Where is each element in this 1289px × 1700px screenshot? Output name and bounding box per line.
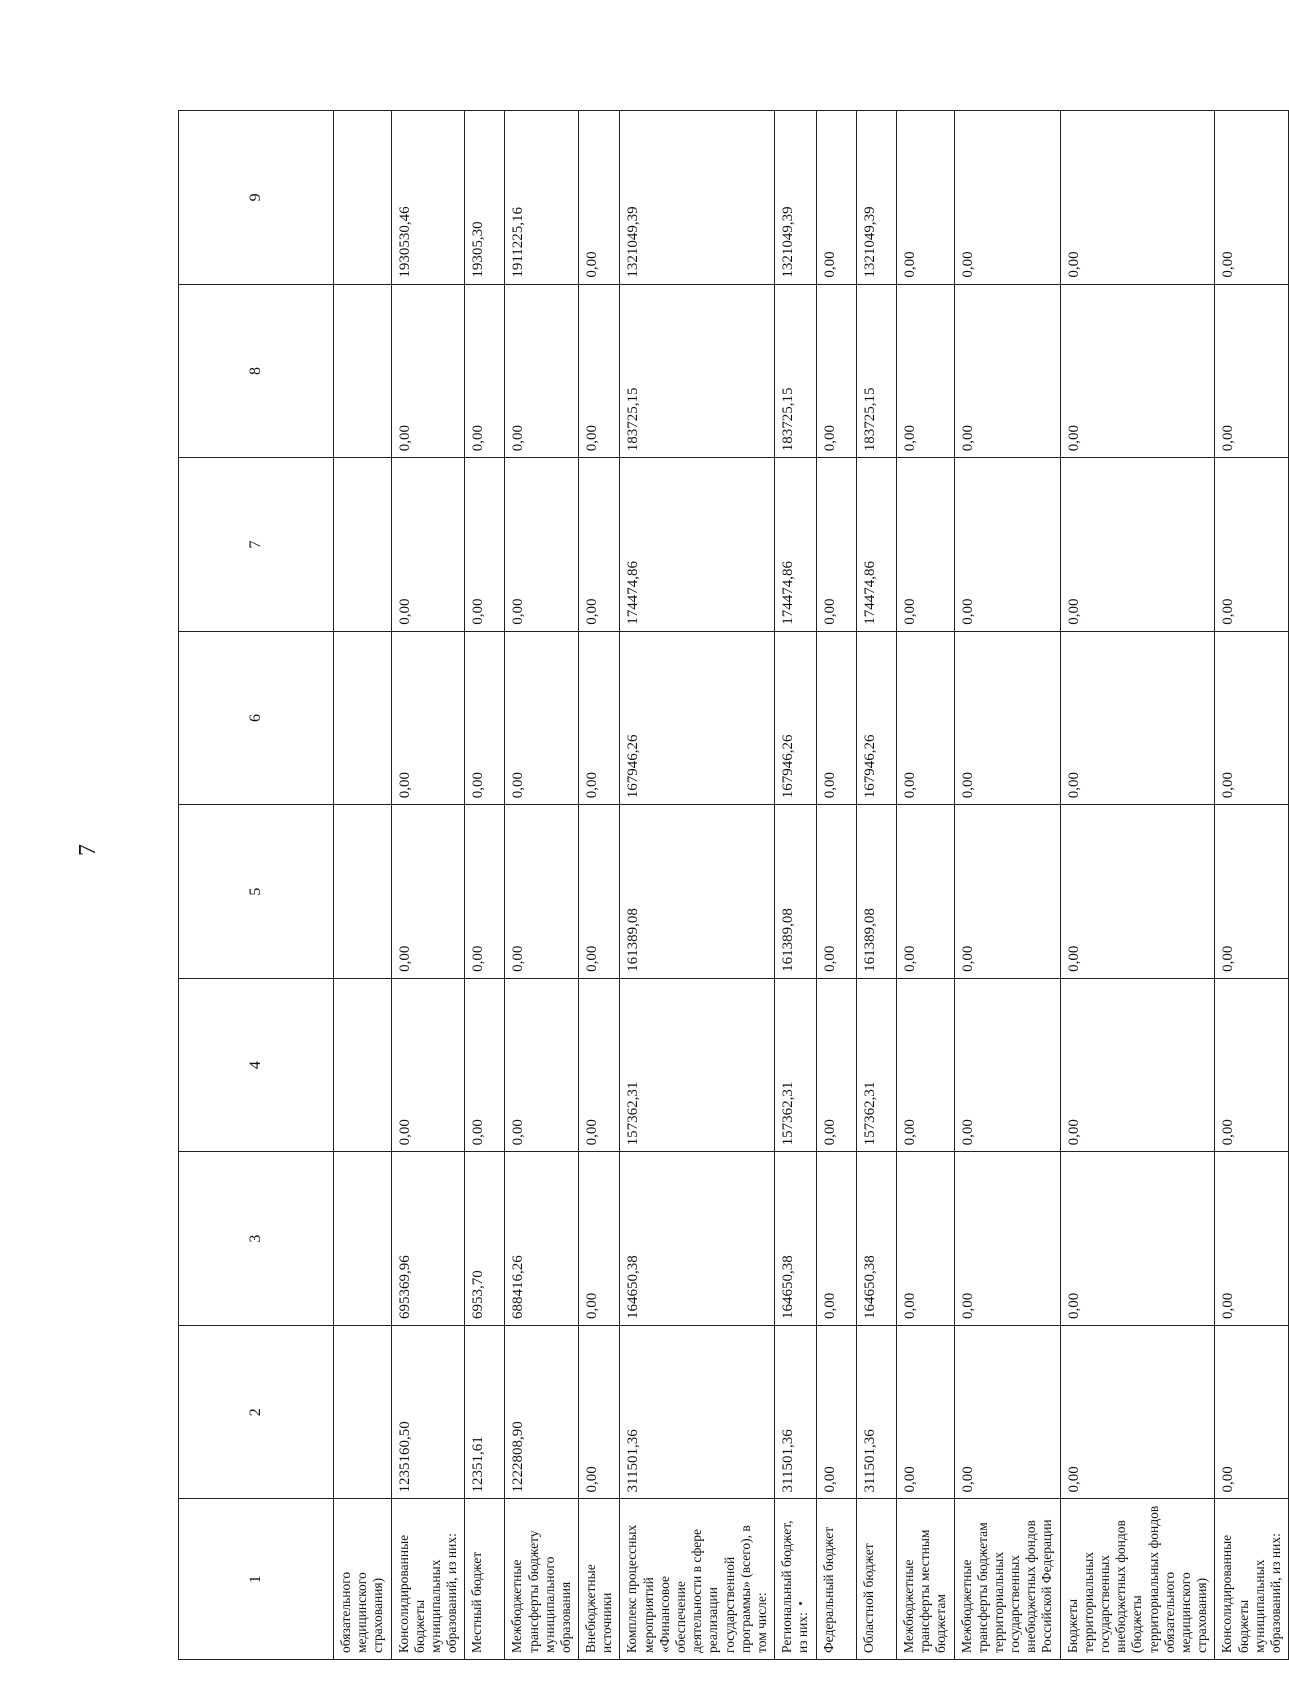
table-cell — [334, 978, 392, 1152]
table-row — [816, 111, 856, 1660]
table-cell: 0,00 — [896, 631, 954, 805]
table-cell: 0,00 — [465, 284, 505, 458]
table-cell: 0,00 — [896, 1325, 954, 1499]
table-cell: 0,00 — [465, 631, 505, 805]
table-cell: 0,00 — [1215, 805, 1289, 979]
table-cell: 0,00 — [896, 284, 954, 458]
table-cell: 167946,26 — [856, 631, 896, 805]
page-number: 7 — [75, 844, 101, 856]
table-cell: 0,00 — [816, 458, 856, 632]
table-cell: 0,00 — [1215, 1325, 1289, 1499]
column-header-6: 6 — [179, 631, 334, 805]
column-header-4: 4 — [179, 978, 334, 1152]
table-body — [334, 111, 1289, 1660]
table-cell — [334, 631, 392, 805]
table-cell: 1930530,46 — [391, 111, 465, 285]
budget-table-rotated — [178, 110, 1283, 1660]
table-cell: 688416,26 — [505, 1152, 579, 1326]
table-cell: 0,00 — [1215, 631, 1289, 805]
table-cell: 0,00 — [1215, 458, 1289, 632]
table-cell: 0,00 — [954, 631, 1060, 805]
table-cell: 0,00 — [391, 805, 465, 979]
table-cell: 1235160,50 — [391, 1325, 465, 1499]
row-label: Федеральный бюджет — [816, 1499, 856, 1660]
table-cell: 0,00 — [954, 1325, 1060, 1499]
table-cell: 161389,08 — [620, 805, 775, 979]
table-row — [334, 111, 392, 1660]
table-cell: 0,00 — [505, 458, 579, 632]
table-cell: 19305,30 — [465, 111, 505, 285]
table-cell: 0,00 — [954, 284, 1060, 458]
table-cell: 0,00 — [505, 284, 579, 458]
column-header-9: 9 — [179, 111, 334, 285]
table-cell: 12351,61 — [465, 1325, 505, 1499]
table-cell: 0,00 — [1215, 284, 1289, 458]
row-label: Межбюджетные трансферты бюджетам территориальных государственных внебюджетных фондов Российской Федерации — [954, 1499, 1060, 1660]
table-cell: 0,00 — [579, 458, 620, 632]
table-cell: 0,00 — [896, 1152, 954, 1326]
table-cell: 0,00 — [505, 978, 579, 1152]
table-row — [775, 111, 816, 1660]
table-cell: 0,00 — [391, 631, 465, 805]
table-cell: 0,00 — [896, 458, 954, 632]
table-cell: 0,00 — [1215, 978, 1289, 1152]
table-cell — [334, 805, 392, 979]
table-row — [856, 111, 896, 1660]
table-cell: 161389,08 — [775, 805, 816, 979]
table-cell: 157362,31 — [856, 978, 896, 1152]
column-header-7: 7 — [179, 458, 334, 632]
table-cell: 0,00 — [954, 1152, 1060, 1326]
table-cell: 0,00 — [816, 631, 856, 805]
table-cell: 183725,15 — [620, 284, 775, 458]
table-cell: 0,00 — [465, 978, 505, 1152]
table-row — [620, 111, 775, 1660]
table-cell — [334, 1152, 392, 1326]
table-cell: 164650,38 — [620, 1152, 775, 1326]
table-cell: 0,00 — [816, 1152, 856, 1326]
table-cell: 0,00 — [579, 978, 620, 1152]
table-cell: 0,00 — [579, 111, 620, 285]
table-cell: 0,00 — [816, 284, 856, 458]
table-cell: 157362,31 — [775, 978, 816, 1152]
table-cell: 0,00 — [816, 111, 856, 285]
table-cell: 0,00 — [1060, 1325, 1215, 1499]
table-cell: 0,00 — [391, 978, 465, 1152]
table-cell: 0,00 — [1060, 458, 1215, 632]
table-cell: 0,00 — [1215, 111, 1289, 285]
table-cell: 0,00 — [1060, 111, 1215, 285]
table-cell: 0,00 — [465, 805, 505, 979]
table-cell: 0,00 — [1060, 978, 1215, 1152]
header-row — [179, 111, 334, 1660]
table-cell — [334, 458, 392, 632]
table-cell: 1321049,39 — [775, 111, 816, 285]
table-cell: 311501,36 — [775, 1325, 816, 1499]
table-cell: 0,00 — [579, 1152, 620, 1326]
table-cell: 6953,70 — [465, 1152, 505, 1326]
table-row — [954, 111, 1060, 1660]
table-cell: 0,00 — [579, 805, 620, 979]
table-cell: 0,00 — [465, 458, 505, 632]
row-label: обязательного медицинского страхования) — [334, 1499, 392, 1660]
table-cell: 183725,15 — [856, 284, 896, 458]
table-cell — [334, 111, 392, 285]
table-cell: 1321049,39 — [856, 111, 896, 285]
table-cell: 167946,26 — [775, 631, 816, 805]
table-cell: 164650,38 — [856, 1152, 896, 1326]
table-cell: 0,00 — [1060, 805, 1215, 979]
column-header-5: 5 — [179, 805, 334, 979]
table-cell: 0,00 — [505, 631, 579, 805]
table-cell: 161389,08 — [856, 805, 896, 979]
table-row — [579, 111, 620, 1660]
table-cell: 0,00 — [579, 631, 620, 805]
row-label: Местный бюджет — [465, 1499, 505, 1660]
table-cell: 0,00 — [896, 111, 954, 285]
row-label: Межбюджетные трансферты местным бюджетам — [896, 1499, 954, 1660]
table-cell: 311501,36 — [620, 1325, 775, 1499]
table-cell: 311501,36 — [856, 1325, 896, 1499]
table-row — [465, 111, 505, 1660]
table-cell: 1911225,16 — [505, 111, 579, 285]
table-cell: 0,00 — [954, 458, 1060, 632]
table-cell: 164650,38 — [775, 1152, 816, 1326]
table-cell: 0,00 — [896, 978, 954, 1152]
table-cell: 1321049,39 — [620, 111, 775, 285]
table-cell: 174474,86 — [620, 458, 775, 632]
table-row — [1060, 111, 1215, 1660]
budget-table — [178, 110, 1289, 1660]
table-cell: 0,00 — [896, 805, 954, 979]
table-cell: 0,00 — [954, 978, 1060, 1152]
column-header-2: 2 — [179, 1325, 334, 1499]
column-header-8: 8 — [179, 284, 334, 458]
table-cell: 0,00 — [579, 284, 620, 458]
table-cell: 183725,15 — [775, 284, 816, 458]
column-header-3: 3 — [179, 1152, 334, 1326]
column-header-1: 1 — [179, 1499, 334, 1660]
table-cell: 695369,96 — [391, 1152, 465, 1326]
table-row — [505, 111, 579, 1660]
table-cell: 167946,26 — [620, 631, 775, 805]
table-cell: 0,00 — [954, 805, 1060, 979]
row-label: Региональный бюджет, из них: — [775, 1499, 816, 1660]
table-cell: 0,00 — [391, 458, 465, 632]
row-label: Межбюджетные трансферты бюджету муниципального образования — [505, 1499, 579, 1660]
row-label: Бюджеты территориальных государственных внебюджетных фондов (бюджеты территориальных фондов обязательного медицинского страхования) — [1060, 1499, 1215, 1660]
table-cell: 174474,86 — [856, 458, 896, 632]
table-cell: 0,00 — [1060, 284, 1215, 458]
table-cell: 0,00 — [1060, 1152, 1215, 1326]
table-cell: 0,00 — [579, 1325, 620, 1499]
table-cell: 0,00 — [505, 805, 579, 979]
table-cell: 0,00 — [391, 284, 465, 458]
table-cell: 0,00 — [1060, 631, 1215, 805]
table-row — [391, 111, 465, 1660]
table-row — [1215, 111, 1289, 1660]
table-row — [896, 111, 954, 1660]
table-cell — [334, 284, 392, 458]
table-cell: 0,00 — [954, 111, 1060, 285]
table-cell: 0,00 — [816, 978, 856, 1152]
table-cell: 157362,31 — [620, 978, 775, 1152]
row-label: Консолидированные бюджеты муниципальных образований, из них: — [1215, 1499, 1289, 1660]
table-cell: 0,00 — [816, 1325, 856, 1499]
table-cell: 0,00 — [1215, 1152, 1289, 1326]
table-cell: 1222808,90 — [505, 1325, 579, 1499]
row-label: Комплекс процессных мероприятий «Финансовое обеспечение деятельности в сфере реализации государственной программы» (всего), в том числе: — [620, 1499, 775, 1660]
row-label: Внебюджетные источники — [579, 1499, 620, 1660]
row-label: Областной бюджет — [856, 1499, 896, 1660]
table-cell — [334, 1325, 392, 1499]
table-cell: 0,00 — [816, 805, 856, 979]
table-cell: 174474,86 — [775, 458, 816, 632]
row-label: Консолидированные бюджеты муниципальных образований, из них: — [391, 1499, 465, 1660]
